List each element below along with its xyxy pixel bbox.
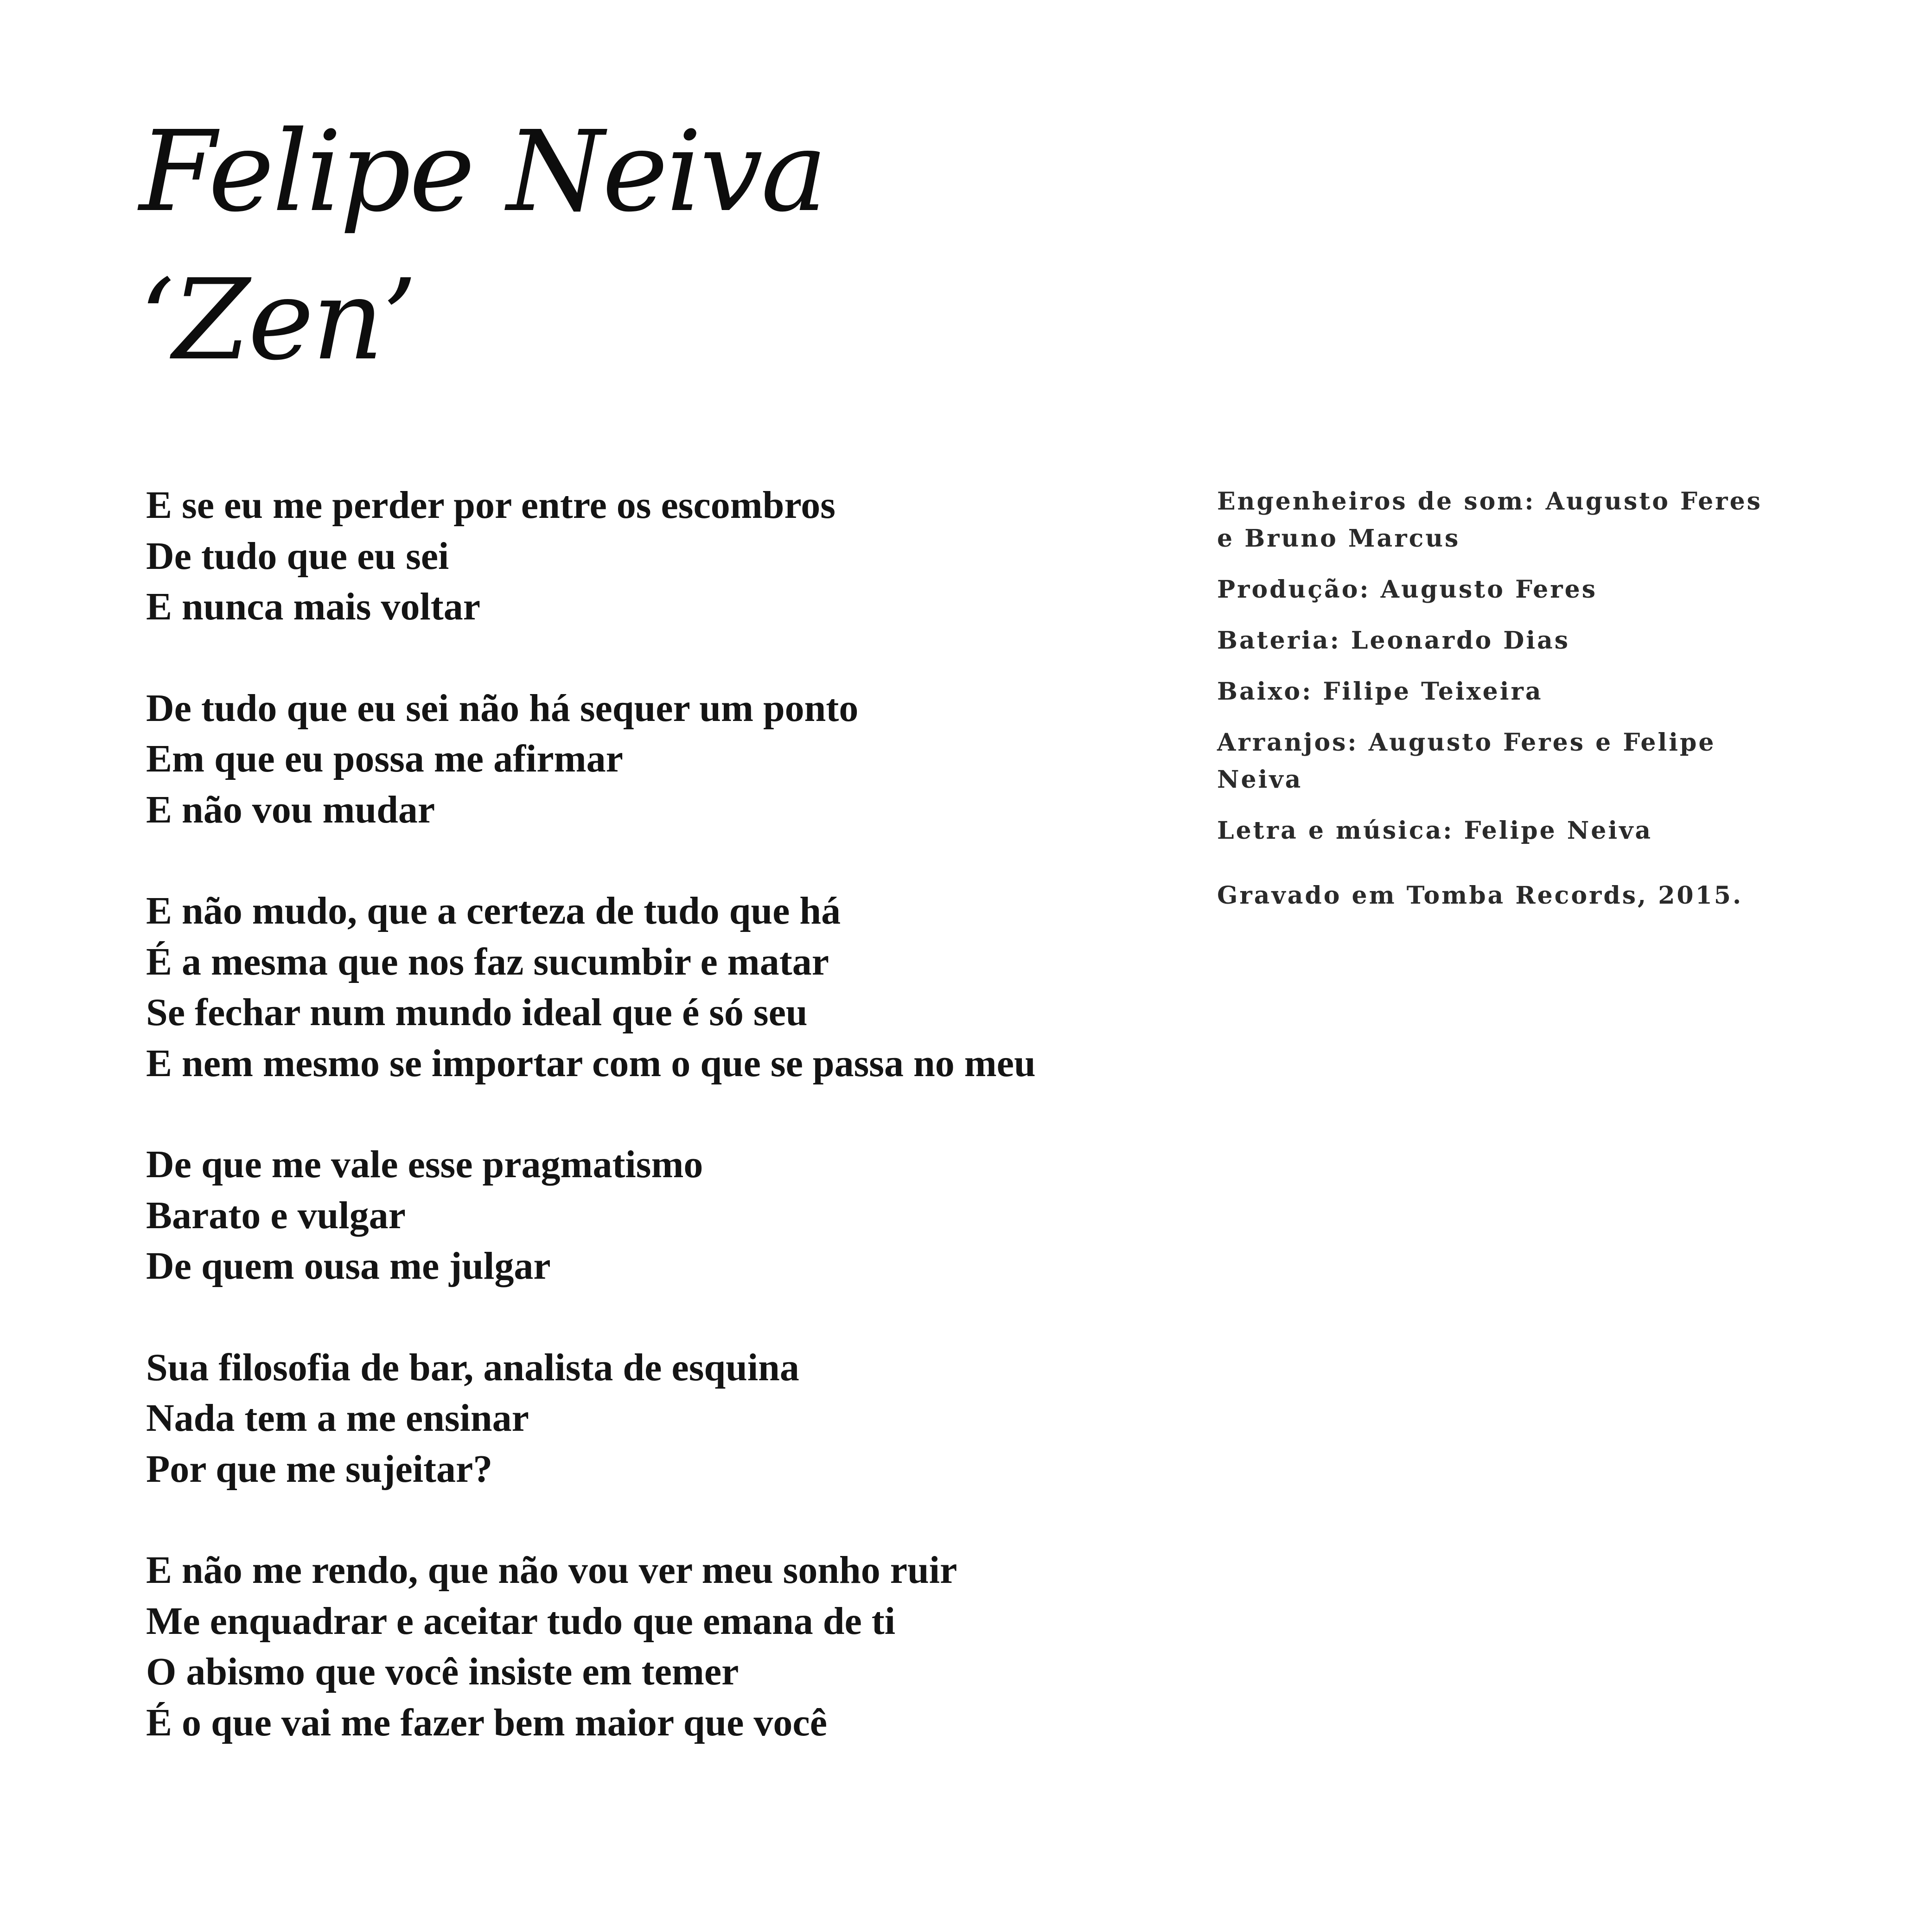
credits — [1217, 483, 1773, 928]
credit-lyrics-music: Letra e música: Felipe Neiva — [1217, 816, 1653, 845]
lyric-line: Por que me sujeitar? — [146, 1447, 493, 1491]
credit-sound-engineers — [1217, 483, 1773, 557]
lyric-line: Nada tem a me ensinar — [146, 1396, 529, 1440]
lyric-line: De que me vale esse pragmatismo — [146, 1143, 703, 1186]
stanza-3 — [146, 886, 1143, 1089]
credit-recorded: Gravado em Tomba Records, 2015. — [1217, 881, 1743, 910]
stanza-1 — [146, 480, 1143, 632]
lyric-line: Sua filosofia de bar, analista de esquina — [146, 1345, 799, 1389]
lyric-line: E não vou mudar — [146, 788, 435, 831]
lyric-line: É o que vai me fazer bem maior que você — [146, 1701, 827, 1744]
lyric-line: E se eu me perder por entre os escombros — [146, 484, 835, 527]
credit-production: Produção: Augusto Feres — [1217, 575, 1597, 604]
credit-line: Engenheiros de som: Augusto Feres — [1217, 487, 1762, 516]
lyric-line: De quem ousa me julgar — [146, 1244, 551, 1288]
lyric-line: E não me rendo, que não vou ver meu sonho ruir — [146, 1549, 957, 1592]
stanza-4 — [146, 1139, 1143, 1292]
stanza-2 — [146, 683, 1143, 835]
lyrics — [146, 480, 1143, 1748]
stanza-5 — [146, 1342, 1143, 1495]
lyric-line: Barato e vulgar — [146, 1193, 406, 1237]
title-block — [139, 97, 825, 394]
lyric-line: E não mudo, que a certeza de tudo que há — [146, 889, 841, 932]
song-title: ‘Zen’ — [139, 255, 415, 385]
lyric-line: E nunca mais voltar — [146, 585, 481, 628]
lyric-line: De tudo que eu sei — [146, 534, 449, 578]
credit-line: e Bruno Marcus — [1217, 524, 1460, 553]
lyric-line: É a mesma que nos faz sucumbir e matar — [146, 940, 829, 983]
lyric-line: De tudo que eu sei não há sequer um ponto — [146, 686, 859, 730]
lyric-line: E nem mesmo se importar com o que se passa no meu — [146, 1041, 1036, 1085]
credit-arrangements: Arranjos: Augusto Feres e Felipe Neiva — [1217, 728, 1716, 794]
stanza-6 — [146, 1545, 1143, 1748]
credit-bass: Baixo: Filipe Teixeira — [1217, 677, 1543, 706]
lyric-line: Se fechar num mundo ideal que é só seu — [146, 991, 808, 1034]
lyric-line: Em que eu possa me afirmar — [146, 737, 623, 780]
lyric-line: O abismo que você insiste em temer — [146, 1650, 739, 1693]
lyric-line: Me enquadrar e aceitar tudo que emana de ti — [146, 1599, 896, 1643]
artist-name: Felipe Neiva — [139, 107, 826, 236]
credit-drums: Bateria: Leonardo Dias — [1217, 626, 1570, 655]
